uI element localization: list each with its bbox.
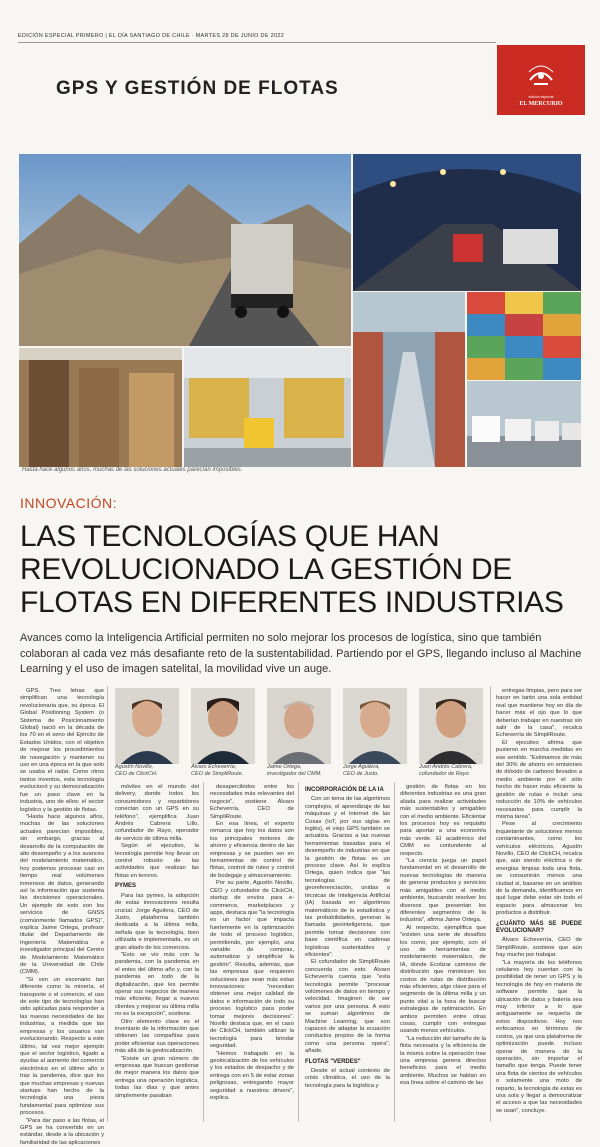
photo-containers <box>467 292 581 380</box>
section-title: GPS Y GESTIÓN DE FLOTAS <box>56 78 339 99</box>
column-rule <box>203 782 204 1122</box>
subhead-flotas-verdes: FLOTAS "VERDES" <box>305 1058 361 1065</box>
portrait-jaime-ortega <box>267 688 331 764</box>
subhead-ia: INCORPORACIÓN DE LA IA <box>305 787 384 793</box>
photo-warehouse-shelves <box>19 348 182 467</box>
article-deck: Avances como la Inteligencia Artificial permiten no solo mejorar los procesos de logística, sino que también colaboran al cada vez más desafiante reto de la sustentabilidad. Partiendo por el GPS, llegando incluso al Machine Learning y el uso de imagen satelital, la movilidad vive un auge. <box>20 632 582 675</box>
article-column-3: desapercibidos entre los necesidades más relevantes del negocio", sostiene Álvaro Echeverría, CEO de SimpliRoute. En esa línea, el experto remarca que hoy los datos son los principales motores de ahorro y eficiencia dentro de las empresas y se pueden ver en herramientas de control de flotas, control de ruteo y control de bodegaje y almacenamiento. Por su parte, Agustín Novillo, CEO y cofundador de ClickCH, startup de envíos para e-commerce, marketplaces y apps, destaca que "la tecnología es un factor que impacta fuertemente en la optimización de todo el proceso logístico, permitiendo, por ejemplo, una variable de compras, automatizar y simplificar la gestión". Resulta, además, que las empresas que requieren soluciones que sean más estas innovaciones: "necesitan obtener una mejor calidad de datos e información de todo su proceso logístico para poder tomar mejores decisiones". Novillo destaca que, en el caso de ClickCH, también utilizan la tecnología para brindar seguridad. "Hemos trabajado en la geolocalización de los vehículos y los estados de despacho y de entrega con en 5 de estar zonas peligrosas, entregando mayor seguridad a nuestros drivers", explica. <box>210 784 294 1102</box>
photo-warehouse-corridor <box>353 292 465 467</box>
caption-alvaro-echeverria: Álvaro Echeverría, CEO de SimpliRoute. <box>191 764 244 777</box>
portrait-agustin-novillo <box>115 688 179 764</box>
portrait-alvaro-echeverria <box>191 688 255 764</box>
logo-emblem-icon <box>526 62 556 92</box>
caption-jorge-aguilera: Jorge Aguilera, CEO de Justo. <box>343 764 380 777</box>
photo-truck-mountain-road <box>19 154 351 346</box>
caption-juan-andres-cabrera: Juan Andrés Cabrera, cofundador de Rayo. <box>419 764 473 777</box>
article-headline: LAS TECNOLOGÍAS QUE HAN REVOLUCIONADO LA GESTIÓN DE FLOTAS EN DIFERENTES INDUSTRIAS <box>20 520 564 619</box>
portrait-juan-andres-cabrera <box>419 688 483 764</box>
article-column-6: entregas limpias, pero para ser hacer en tanto una sola entidad real que mantiene hoy en día de hacer más el ojo que lo que deberían trabajar en nuestras sin salir de la casa", recalca Echeverría de SimpliRoute. El ejecutivo afirma que pusieron en marcha medidas en ese sentido. "Estimamos de más del 30% de ahorro en emisiones de dióxido de carbono llevados a medio ambiente por el sólo hecho de hacer más eficiente la gestión de rutas e incluir una reducción de 10% de vehículos necesarios para cumplir la misma tarea". Pese al crecimiento inquietante de soluciones menos contaminantes, como los vehículos eléctricos, Agustín Novillo, CEO de ClickCH, recalca que, aún siendo eléctrica o de energías limpias toda una flota, se consumirán menos una ciudad si, basarse en un análisis de la demanda, identificamos en qué lugar debe estar sin todo el espacio para almacenar los productos a distribuir. ¿CUÁNTO MÁS SE PUEDE EVOLUCIONAR? Álvaro Echeverría, CEO de SimpliRoute, sostiene que aún hay mucho por trabajar. "La mayoría de los teléfonos celulares hoy cuentan con la posibilidad de tener un GPS y la tecnología de hoy en materia de software permite que la ubicación de datos y batería sea muy inferior a lo que antiguamente se requería de estos dispositivos. Hoy nos enfocamos en términos de costos, ya que una plataforma de optimización puede incluso operar de manera de la operación, sin importar el tamaño que tenga. Puede tener una flota de cientos de vehículos o solamente una moto de reparto, la tecnología de estas es una sola y llegar a democratizar el acceso a que las necesidades se usan", concluye. <box>496 688 582 1114</box>
subhead-evolucionar: ¿CUÁNTO MÁS SE PUEDE EVOLUCIONAR? <box>496 920 582 934</box>
photo-caption: Hasta hace algunos años, muchas de las soluciones actuales parecían imposibles. <box>22 467 243 473</box>
top-rule <box>18 42 496 43</box>
el-mercurio-logo <box>497 45 585 115</box>
logo-name: EL MERCURIO <box>519 101 563 107</box>
edition-line: EDICIÓN ESPECIAL PRIMERO | EL DÍA SANTIAGO DE CHILE · MARTES 28 DE JUNIO DE 2022 <box>18 33 285 39</box>
subhead-pymes: PYMES <box>115 883 137 890</box>
photo-warehouse-forklift <box>184 348 351 467</box>
article-column-5: gestión de flotas en los diferentes industrias es una gran aliada para realizar actividades más sustentables y amigables con el medio ambiente. Eficientar los procesos hoy es requisito para aportar a una economía más verde. El académico del CMM es contundente al respecto. "La ciencia juega un papel fundamental en el desarrollo de nuevas tecnologías de manera de generar productos y servicios más amigables con el medio ambiente, buscando resolver los diversos que presentan los diferentes segmentos de la industria", afirma Jaime Ortega. Al respecto, ejemplifica que "existen una serie de desafíos los como, por ejemplo, con el uso de herramientas de modelamiento matemático, de IA, donde Ecotizar caminos de distribución que minimicen los costos de rutas de distribución más eficientes, algo clave para el segmento de la última milla y un punto vital a la hora de buscar estrategias de optimización. En ambos permiten entre otras cosas, cumplir con entregas usando menos vehículos. "La reducción del tamaño de la flota necesaria y la eficiencia de la misma sobre la operación trae una empresa genera directos beneficios para el medio ambiente. Muchos se hablan en esa línea sobre el camino de las <box>400 784 486 1087</box>
column-rule <box>107 686 108 1122</box>
photo-tunnel-trucks <box>353 154 581 291</box>
article-column-4: INCORPORACIÓN DE LA IA Con un tema de las algoritmos complejos, el aprendizaje de las máquinas y el internet de las Cosas (IoT, por sus siglas en inglés), el viejo GPS también se actualiza. Gracias a las nuevas herramientas basadas para el desempeño de industrias en que la gestión de flotas es un proceso clave. Así lo explica Ortega, quien indica que "las tecnologías de georeferenciación, unidas a técnicas de Inteligencia Artificial (IA) basada en algoritmos matemáticos de la estadística y las probabilidades, generan la llamada geointeligencia, que permite tomar decisiones con base científica en cadenas logísticas sustentables y eficientes". El cofundador de SimpliRoute concuerda con esto. Álvaro Echeverría cuenta que "esta tecnología permite "procesar volúmenes de datos en tiempo y velocidad. Imaginen de ser varios por una persona. A esto se suman algoritmos de Machine Learning, que son capaces de adaptar la ecuación conductos propios de la forma como una persona opera", añade. FLOTAS "VERDES" Desde el actual contexto de crisis climática, el uso de la tecnología para la logística y <box>305 787 390 1089</box>
column-rule <box>394 782 395 1122</box>
photo-vans <box>467 381 581 467</box>
caption-jaime-ortega: Jaime Ortega, investigador del CMM. <box>267 764 322 777</box>
portrait-jorge-aguilera <box>343 688 407 764</box>
caption-agustin-novillo: Agustín Novillo, CEO de ClickCH. <box>115 764 158 777</box>
article-kicker: INNOVACIÓN: <box>20 495 118 511</box>
column-rule <box>490 686 491 1122</box>
article-column-2: móviles en el mundo del delivery, donde todos los consumidores y repartidores conectan con un GPS en su teléfono", ejemplifica Juan Andrés Cabrera Lillo, cofundador de Rayo, operador de servicio de última milla. Según el ejecutivo, la tecnología permite hoy llevar un control robusto de las actividades que realizan las flotas en terreno. PYMES Para las pymes, la adopción de estas innovaciones resulta crucial. Jorge Aguilera, CEO de Justo, plataforma también dedicada a la última milla, señala que la tecnología, bien utilizada e implementada, es un gran aliado de los comercios. "Esto se vio más con la pandemia, con la pandemia en el entes del último año y, con la pandemia en todo de la digitalización, que les permite operar sus negocios de manera más eficiente, llegar a nuevos clientes y mejorar su última milla no es la excepción", sostiene. Otro elemento clave es el inventario de la información que obtienen las compañías para poder eficientar sus operaciones más allá de la geolocalización. "Existe un gran número de empresas que buscan gestionar de mejor manera los datos que entrega una operación logística, todas las días y que antes simplemente pasaban <box>115 784 199 1099</box>
column-rule <box>298 782 299 1122</box>
article-column-1: GPS. Tres letras que simplifican una tecnología revolucionaria que, su época. El Global Positioning System (o Sistema de Posicionamiento Global) nació en la década de los 70 en el seno del Ejército de Estados Unidos, con el objetivo de mejorar los procedimientos de navegación y mantener su uso en una época en la que solo se usaba el radar. Como otros tantos inventos, esta tecnología evolucionó y su democratización fue un paso clave en la industria, uno de ellos: el sector logístico y la gestión de flotas. "Hasta hace algunos años, muchas de las soluciones actuales parecían imposibles, sin embargo, gracias al desarrollo de la computación de alto desempeño y a los avances del modelamiento matemático, hoy podemos procesar casi en tiempo real volúmenes inmensos de datos, generando así la información que sustenta las decisiones operacionales. Un ejemplo de esto son los servicios de GNSS (comúnmente llamados GPS)", explica Jaime Ortega, profesor titular del Departamento de Ingeniería Matemática e investigador principal del Centro de Modelamiento Matemático de la Universidad de Chile (CMM). "Si ven un escenario tan diferente como la minería, el transporte o el comercio, el uso de este tipo de tecnologías han sido aplicadas para responder a las nuevas necesidades de las industrias, a medida que las empresas y los usuarios van evolucionando. Respecto a este último, tal vez mejor ejemplo que el sector logístico, ligado a ayudas al aumento del comercio electrónico en el último año o tras la pandemia, dice que los que muchas empresas y nuevas startups han hecho de la tecnología una pieza fundamental para optimizar sus procesos. "Para dar paso a las flotas, el GPS se ha convertido en un estándar, desde a la ubicación y familiaridad de las aplicaciones <box>20 688 104 1146</box>
logo-subtitle: edición especial <box>528 95 554 99</box>
